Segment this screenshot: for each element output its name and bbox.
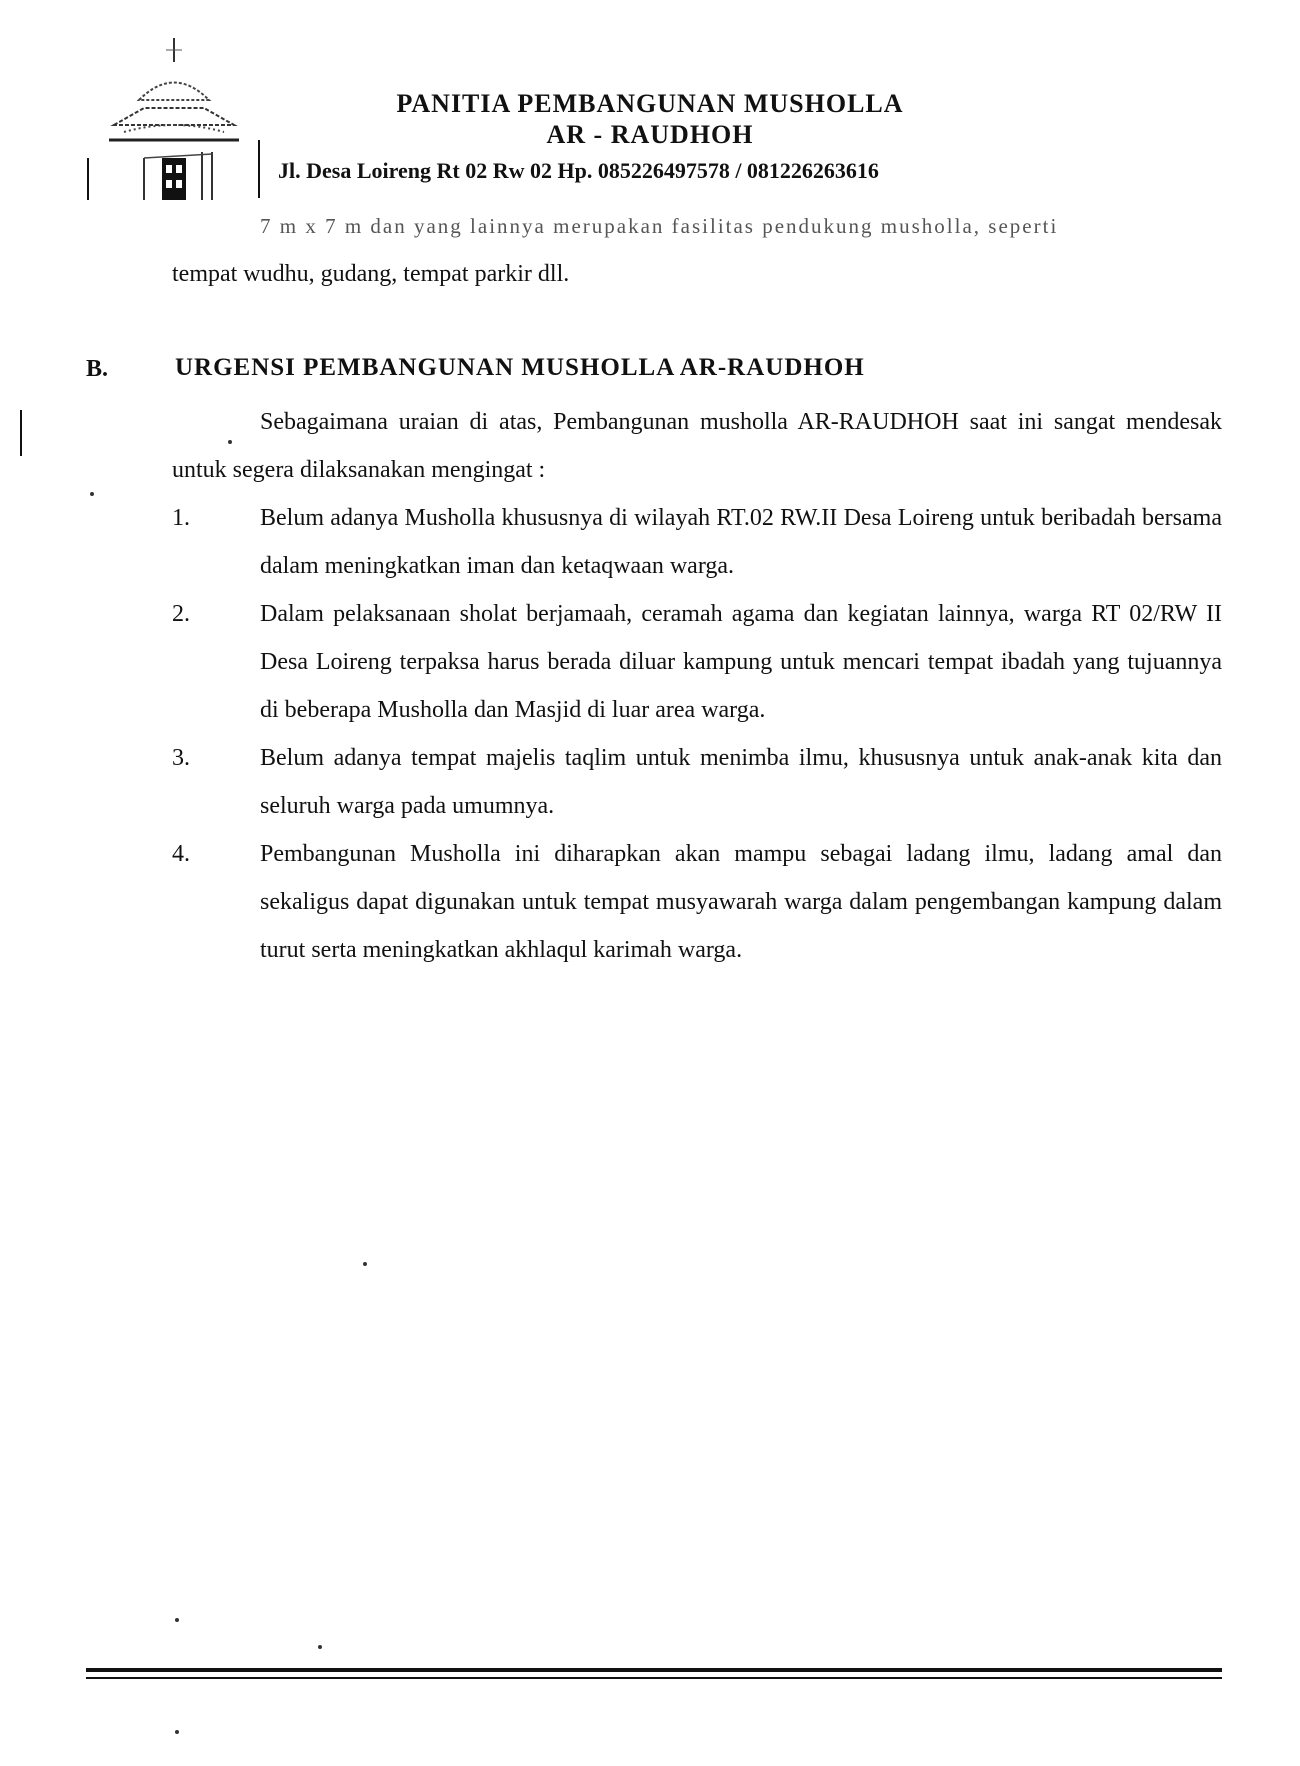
org-address: Jl. Desa Loireng Rt 02 Rw 02 Hp. 085226497578 / 081226263616: [278, 158, 879, 183]
list-item: [172, 734, 1222, 830]
scan-mark: [20, 410, 22, 456]
scan-speck: [175, 1730, 179, 1734]
footer-rule-thick: [86, 1668, 1222, 1672]
scan-speck: [90, 492, 94, 496]
section-intro: Sebagaimana uraian di atas, Pembangunan musholla AR-RAUDHOH saat ini sangat mendesak untuk segera dilaksanakan mengingat :: [172, 409, 1222, 483]
org-title: PANITIA PEMBANGUNAN MUSHOLLA: [396, 89, 904, 118]
scan-speck: [318, 1645, 322, 1649]
list-item-number: 4.: [172, 841, 190, 867]
section-letter: B.: [86, 356, 109, 382]
list-item-text: Belum adanya Musholla khususnya di wilayah RT.02 RW.II Desa Loireng untuk beribadah bersama dalam meningkatkan iman dan ketaqwaan warga.: [260, 505, 1222, 579]
scan-speck: [175, 1618, 179, 1622]
faded-line: 7 m x 7 m dan yang lainnya merupakan fasilitas pendukung musholla, seperti: [260, 214, 1059, 238]
section-title: URGENSI PEMBANGUNAN MUSHOLLA AR-RAUDHOH: [175, 354, 865, 381]
mosque-logo-icon: [84, 30, 264, 205]
urgency-list: [172, 494, 1222, 974]
list-item: [172, 590, 1222, 734]
letterhead: [260, 88, 1160, 186]
scan-speck: [228, 440, 232, 444]
scan-speck: [363, 1262, 367, 1266]
list-item-number: 3.: [172, 745, 190, 771]
continuation-paragraph: tempat wudhu, gudang, tempat parkir dll.: [172, 261, 570, 287]
list-item-text: Dalam pelaksanaan sholat berjamaah, ceramah agama dan kegiatan lainnya, warga RT 02/RW II Desa Loireng terpaksa harus berada diluar kampung untuk mencari tempat ibadah yang tujuannya di beberapa Musholla dan Masjid di luar area warga.: [260, 601, 1222, 723]
list-item: [172, 494, 1222, 590]
list-item-number: 1.: [172, 505, 190, 531]
org-subtitle: AR - RAUDHOH: [546, 120, 754, 149]
list-item-text: Belum adanya tempat majelis taqlim untuk menimba ilmu, khususnya untuk anak-anak kita dan seluruh warga pada umumnya.: [260, 745, 1222, 819]
footer-rule-thin: [86, 1677, 1222, 1679]
list-item-number: 2.: [172, 601, 190, 627]
list-item: [172, 830, 1222, 974]
list-item-text: Pembangunan Musholla ini diharapkan akan mampu sebagai ladang ilmu, ladang amal dan sekaligus dapat digunakan untuk tempat musyawarah warga dalam pengembangan kampung dalam turut serta meningkatkan akhlaqul karimah warga.: [260, 841, 1222, 963]
